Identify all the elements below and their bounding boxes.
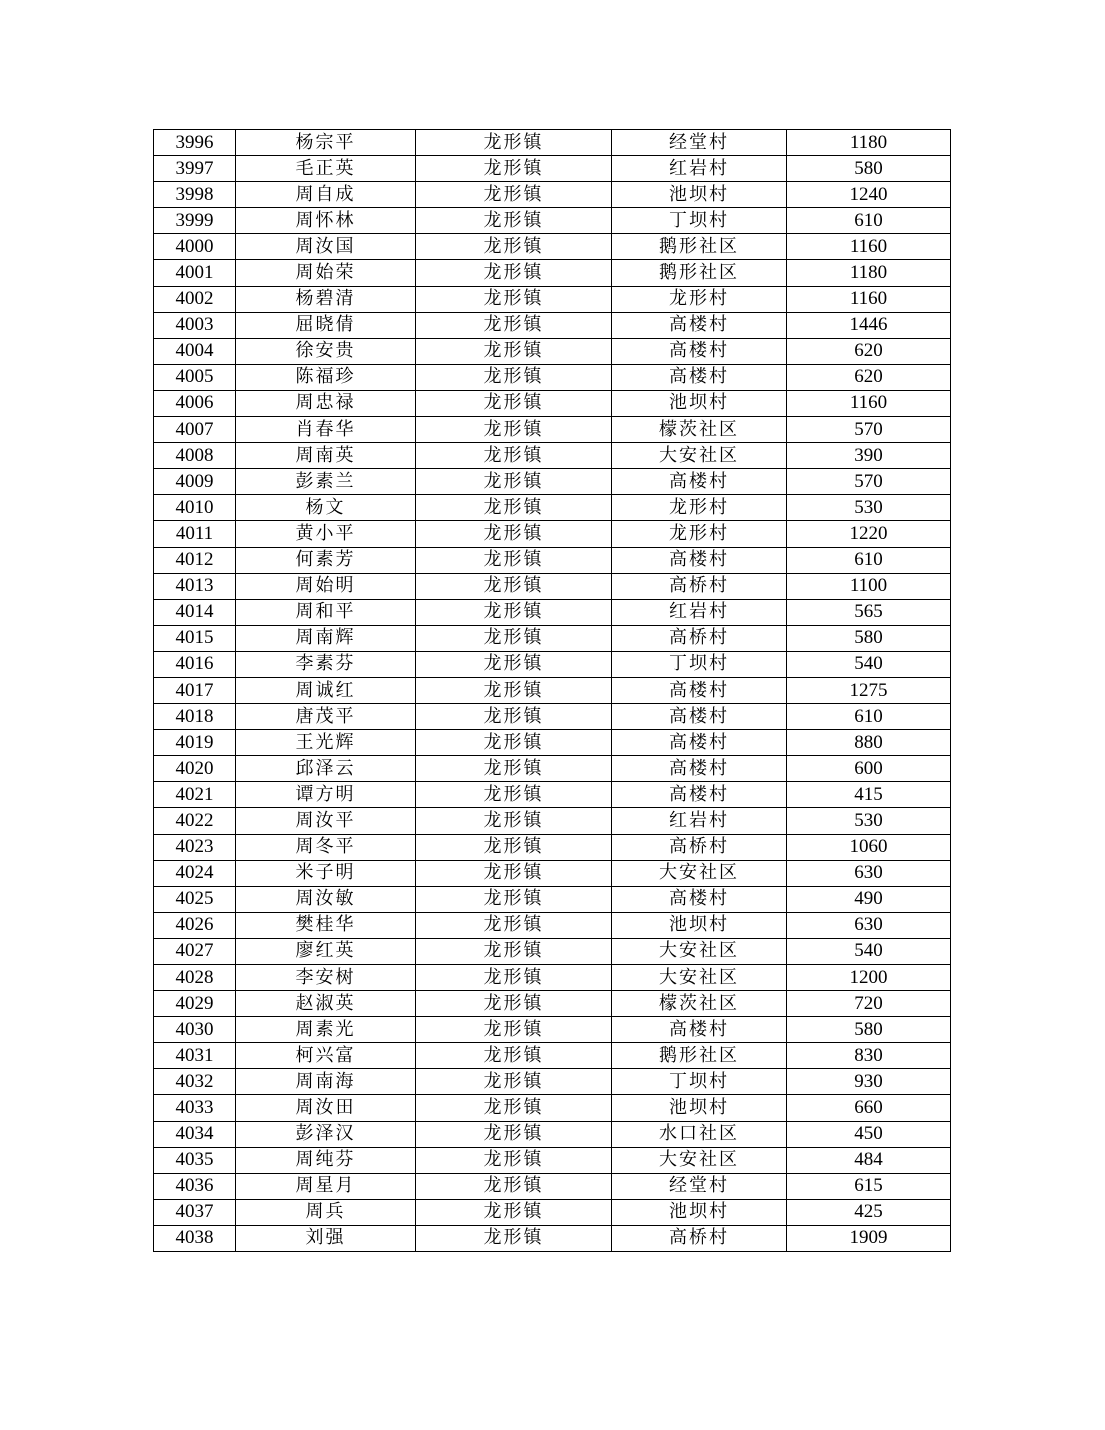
row-number-cell: 4007 — [154, 417, 236, 443]
row-number-cell: 4001 — [154, 260, 236, 286]
person-name-cell: 周忠禄 — [236, 390, 416, 416]
table-row — [154, 130, 951, 156]
table-row — [154, 1043, 951, 1069]
amount-cell: 1909 — [787, 1225, 951, 1251]
table-row — [154, 860, 951, 886]
town-name-cell: 龙形镇 — [416, 286, 612, 312]
village-name-cell: 池坝村 — [612, 912, 787, 938]
table-row — [154, 521, 951, 547]
village-name-cell: 鹅形社区 — [612, 1043, 787, 1069]
person-name-cell: 周始明 — [236, 573, 416, 599]
town-name-cell: 龙形镇 — [416, 730, 612, 756]
village-name-cell: 高楼村 — [612, 677, 787, 703]
town-name-cell: 龙形镇 — [416, 312, 612, 338]
village-name-cell: 鹅形社区 — [612, 234, 787, 260]
town-name-cell: 龙形镇 — [416, 1095, 612, 1121]
town-name-cell: 龙形镇 — [416, 1199, 612, 1225]
person-name-cell: 柯兴富 — [236, 1043, 416, 1069]
amount-cell: 1220 — [787, 521, 951, 547]
village-name-cell: 红岩村 — [612, 808, 787, 834]
table-row — [154, 991, 951, 1017]
village-name-cell: 高楼村 — [612, 756, 787, 782]
town-name-cell: 龙形镇 — [416, 495, 612, 521]
table-row — [154, 469, 951, 495]
village-name-cell: 高桥村 — [612, 625, 787, 651]
amount-cell: 1100 — [787, 573, 951, 599]
person-name-cell: 彭素兰 — [236, 469, 416, 495]
row-number-cell: 4031 — [154, 1043, 236, 1069]
table-row — [154, 912, 951, 938]
village-name-cell: 大安社区 — [612, 443, 787, 469]
person-name-cell: 唐茂平 — [236, 704, 416, 730]
row-number-cell: 4011 — [154, 521, 236, 547]
amount-cell: 1180 — [787, 260, 951, 286]
town-name-cell: 龙形镇 — [416, 182, 612, 208]
table-row — [154, 312, 951, 338]
person-name-cell: 杨文 — [236, 495, 416, 521]
village-name-cell: 大安社区 — [612, 860, 787, 886]
amount-cell: 540 — [787, 651, 951, 677]
person-name-cell: 廖红英 — [236, 938, 416, 964]
village-name-cell: 高桥村 — [612, 1225, 787, 1251]
amount-cell: 720 — [787, 991, 951, 1017]
table-row — [154, 182, 951, 208]
person-name-cell: 樊桂华 — [236, 912, 416, 938]
table-row — [154, 756, 951, 782]
village-name-cell: 红岩村 — [612, 599, 787, 625]
amount-cell: 600 — [787, 756, 951, 782]
village-name-cell: 高楼村 — [612, 1017, 787, 1043]
village-name-cell: 大安社区 — [612, 938, 787, 964]
amount-cell: 1160 — [787, 390, 951, 416]
person-name-cell: 李素芬 — [236, 651, 416, 677]
town-name-cell: 龙形镇 — [416, 390, 612, 416]
town-name-cell: 龙形镇 — [416, 521, 612, 547]
row-number-cell: 4014 — [154, 599, 236, 625]
person-name-cell: 毛正英 — [236, 156, 416, 182]
row-number-cell: 4000 — [154, 234, 236, 260]
town-name-cell: 龙形镇 — [416, 625, 612, 651]
amount-cell: 490 — [787, 886, 951, 912]
amount-cell: 1200 — [787, 965, 951, 991]
village-name-cell: 龙形村 — [612, 495, 787, 521]
table-row — [154, 651, 951, 677]
village-name-cell: 丁坝村 — [612, 651, 787, 677]
amount-cell: 580 — [787, 1017, 951, 1043]
row-number-cell: 4038 — [154, 1225, 236, 1251]
person-name-cell: 周南海 — [236, 1069, 416, 1095]
row-number-cell: 3997 — [154, 156, 236, 182]
table-row — [154, 704, 951, 730]
table-row — [154, 1199, 951, 1225]
town-name-cell: 龙形镇 — [416, 834, 612, 860]
table-row — [154, 364, 951, 390]
person-name-cell: 周和平 — [236, 599, 416, 625]
town-name-cell: 龙形镇 — [416, 860, 612, 886]
row-number-cell: 4030 — [154, 1017, 236, 1043]
row-number-cell: 4005 — [154, 364, 236, 390]
row-number-cell: 4037 — [154, 1199, 236, 1225]
town-name-cell: 龙形镇 — [416, 469, 612, 495]
row-number-cell: 4035 — [154, 1147, 236, 1173]
table-row — [154, 730, 951, 756]
town-name-cell: 龙形镇 — [416, 1043, 612, 1069]
amount-cell: 580 — [787, 625, 951, 651]
table-body — [154, 130, 951, 1252]
row-number-cell: 4023 — [154, 834, 236, 860]
town-name-cell: 龙形镇 — [416, 651, 612, 677]
table-row — [154, 156, 951, 182]
person-name-cell: 屈晓倩 — [236, 312, 416, 338]
table-row — [154, 886, 951, 912]
amount-cell: 570 — [787, 469, 951, 495]
table-row — [154, 208, 951, 234]
row-number-cell: 4003 — [154, 312, 236, 338]
town-name-cell: 龙形镇 — [416, 808, 612, 834]
person-name-cell: 周怀林 — [236, 208, 416, 234]
village-name-cell: 池坝村 — [612, 1199, 787, 1225]
document-table-container — [153, 129, 950, 1252]
amount-cell: 570 — [787, 417, 951, 443]
person-name-cell: 周始荣 — [236, 260, 416, 286]
person-name-cell: 赵淑英 — [236, 991, 416, 1017]
row-number-cell: 4008 — [154, 443, 236, 469]
village-name-cell: 龙形村 — [612, 286, 787, 312]
amount-cell: 565 — [787, 599, 951, 625]
table-row — [154, 1225, 951, 1251]
person-name-cell: 李安树 — [236, 965, 416, 991]
person-name-cell: 周诚红 — [236, 677, 416, 703]
town-name-cell: 龙形镇 — [416, 756, 612, 782]
village-name-cell: 经堂村 — [612, 1173, 787, 1199]
row-number-cell: 4024 — [154, 860, 236, 886]
person-name-cell: 谭方明 — [236, 782, 416, 808]
town-name-cell: 龙形镇 — [416, 1017, 612, 1043]
person-name-cell: 邱泽云 — [236, 756, 416, 782]
person-name-cell: 周星月 — [236, 1173, 416, 1199]
amount-cell: 1180 — [787, 130, 951, 156]
amount-cell: 530 — [787, 495, 951, 521]
table-row — [154, 390, 951, 416]
amount-cell: 425 — [787, 1199, 951, 1225]
row-number-cell: 4034 — [154, 1121, 236, 1147]
village-name-cell: 高楼村 — [612, 886, 787, 912]
row-number-cell: 4010 — [154, 495, 236, 521]
table-row — [154, 234, 951, 260]
town-name-cell: 龙形镇 — [416, 599, 612, 625]
person-name-cell: 周兵 — [236, 1199, 416, 1225]
village-name-cell: 高桥村 — [612, 834, 787, 860]
person-name-cell: 周汝敏 — [236, 886, 416, 912]
row-number-cell: 3998 — [154, 182, 236, 208]
row-number-cell: 4006 — [154, 390, 236, 416]
table-row — [154, 1017, 951, 1043]
row-number-cell: 4022 — [154, 808, 236, 834]
town-name-cell: 龙形镇 — [416, 938, 612, 964]
table-row — [154, 286, 951, 312]
town-name-cell: 龙形镇 — [416, 704, 612, 730]
amount-cell: 630 — [787, 860, 951, 886]
town-name-cell: 龙形镇 — [416, 443, 612, 469]
town-name-cell: 龙形镇 — [416, 156, 612, 182]
town-name-cell: 龙形镇 — [416, 677, 612, 703]
amount-cell: 1160 — [787, 234, 951, 260]
table-row — [154, 547, 951, 573]
table-row — [154, 1147, 951, 1173]
row-number-cell: 4004 — [154, 338, 236, 364]
person-name-cell: 黄小平 — [236, 521, 416, 547]
person-name-cell: 王光辉 — [236, 730, 416, 756]
amount-cell: 610 — [787, 704, 951, 730]
village-name-cell: 丁坝村 — [612, 208, 787, 234]
row-number-cell: 4017 — [154, 677, 236, 703]
town-name-cell: 龙形镇 — [416, 417, 612, 443]
row-number-cell: 4020 — [154, 756, 236, 782]
person-name-cell: 刘强 — [236, 1225, 416, 1251]
town-name-cell: 龙形镇 — [416, 1225, 612, 1251]
row-number-cell: 4028 — [154, 965, 236, 991]
row-number-cell: 4015 — [154, 625, 236, 651]
table-row — [154, 677, 951, 703]
village-name-cell: 高楼村 — [612, 704, 787, 730]
row-number-cell: 4013 — [154, 573, 236, 599]
person-name-cell: 周素光 — [236, 1017, 416, 1043]
row-number-cell: 4019 — [154, 730, 236, 756]
village-name-cell: 高楼村 — [612, 547, 787, 573]
row-number-cell: 4033 — [154, 1095, 236, 1121]
row-number-cell: 4036 — [154, 1173, 236, 1199]
town-name-cell: 龙形镇 — [416, 782, 612, 808]
amount-cell: 450 — [787, 1121, 951, 1147]
amount-cell: 630 — [787, 912, 951, 938]
table-row — [154, 443, 951, 469]
amount-cell: 415 — [787, 782, 951, 808]
table-row — [154, 1121, 951, 1147]
town-name-cell: 龙形镇 — [416, 1069, 612, 1095]
amount-cell: 484 — [787, 1147, 951, 1173]
table-row — [154, 938, 951, 964]
amount-cell: 660 — [787, 1095, 951, 1121]
town-name-cell: 龙形镇 — [416, 130, 612, 156]
amount-cell: 540 — [787, 938, 951, 964]
table-row — [154, 782, 951, 808]
town-name-cell: 龙形镇 — [416, 547, 612, 573]
table-row — [154, 808, 951, 834]
row-number-cell: 4029 — [154, 991, 236, 1017]
row-number-cell: 3996 — [154, 130, 236, 156]
table-row — [154, 573, 951, 599]
table-row — [154, 417, 951, 443]
person-name-cell: 何素芳 — [236, 547, 416, 573]
town-name-cell: 龙形镇 — [416, 991, 612, 1017]
amount-cell: 1240 — [787, 182, 951, 208]
amount-cell: 1446 — [787, 312, 951, 338]
village-name-cell: 池坝村 — [612, 182, 787, 208]
village-name-cell: 水口社区 — [612, 1121, 787, 1147]
village-name-cell: 高楼村 — [612, 338, 787, 364]
table-row — [154, 1173, 951, 1199]
village-name-cell: 鹅形社区 — [612, 260, 787, 286]
table-row — [154, 1095, 951, 1121]
table-row — [154, 965, 951, 991]
row-number-cell: 4009 — [154, 469, 236, 495]
amount-cell: 610 — [787, 547, 951, 573]
person-name-cell: 周汝平 — [236, 808, 416, 834]
town-name-cell: 龙形镇 — [416, 1173, 612, 1199]
town-name-cell: 龙形镇 — [416, 965, 612, 991]
person-name-cell: 周汝田 — [236, 1095, 416, 1121]
amount-cell: 830 — [787, 1043, 951, 1069]
amount-cell: 1275 — [787, 677, 951, 703]
village-name-cell: 高楼村 — [612, 312, 787, 338]
village-name-cell: 龙形村 — [612, 521, 787, 547]
row-number-cell: 4026 — [154, 912, 236, 938]
village-name-cell: 丁坝村 — [612, 1069, 787, 1095]
village-name-cell: 红岩村 — [612, 156, 787, 182]
table-row — [154, 834, 951, 860]
amount-cell: 580 — [787, 156, 951, 182]
town-name-cell: 龙形镇 — [416, 208, 612, 234]
table-row — [154, 338, 951, 364]
row-number-cell: 4027 — [154, 938, 236, 964]
person-name-cell: 杨碧清 — [236, 286, 416, 312]
village-name-cell: 大安社区 — [612, 965, 787, 991]
village-name-cell: 池坝村 — [612, 1095, 787, 1121]
person-name-cell: 周汝国 — [236, 234, 416, 260]
person-name-cell: 陈福珍 — [236, 364, 416, 390]
town-name-cell: 龙形镇 — [416, 1147, 612, 1173]
village-name-cell: 檬茨社区 — [612, 417, 787, 443]
person-name-cell: 周自成 — [236, 182, 416, 208]
person-name-cell: 周纯芬 — [236, 1147, 416, 1173]
amount-cell: 390 — [787, 443, 951, 469]
table-row — [154, 599, 951, 625]
row-number-cell: 3999 — [154, 208, 236, 234]
amount-cell: 1160 — [787, 286, 951, 312]
person-name-cell: 肖春华 — [236, 417, 416, 443]
person-name-cell: 周南辉 — [236, 625, 416, 651]
village-name-cell: 高桥村 — [612, 573, 787, 599]
village-name-cell: 高楼村 — [612, 730, 787, 756]
amount-cell: 880 — [787, 730, 951, 756]
town-name-cell: 龙形镇 — [416, 912, 612, 938]
row-number-cell: 4021 — [154, 782, 236, 808]
row-number-cell: 4012 — [154, 547, 236, 573]
amount-cell: 615 — [787, 1173, 951, 1199]
table-row — [154, 495, 951, 521]
table-row — [154, 625, 951, 651]
person-name-cell: 杨宗平 — [236, 130, 416, 156]
person-name-cell: 周冬平 — [236, 834, 416, 860]
data-table — [153, 129, 951, 1252]
town-name-cell: 龙形镇 — [416, 260, 612, 286]
row-number-cell: 4025 — [154, 886, 236, 912]
person-name-cell: 周南英 — [236, 443, 416, 469]
town-name-cell: 龙形镇 — [416, 886, 612, 912]
village-name-cell: 大安社区 — [612, 1147, 787, 1173]
table-row — [154, 1069, 951, 1095]
table-row — [154, 260, 951, 286]
person-name-cell: 徐安贵 — [236, 338, 416, 364]
town-name-cell: 龙形镇 — [416, 364, 612, 390]
row-number-cell: 4032 — [154, 1069, 236, 1095]
row-number-cell: 4002 — [154, 286, 236, 312]
village-name-cell: 经堂村 — [612, 130, 787, 156]
amount-cell: 930 — [787, 1069, 951, 1095]
town-name-cell: 龙形镇 — [416, 234, 612, 260]
village-name-cell: 高楼村 — [612, 469, 787, 495]
amount-cell: 530 — [787, 808, 951, 834]
amount-cell: 1060 — [787, 834, 951, 860]
row-number-cell: 4016 — [154, 651, 236, 677]
village-name-cell: 高楼村 — [612, 782, 787, 808]
village-name-cell: 檬茨社区 — [612, 991, 787, 1017]
person-name-cell: 米子明 — [236, 860, 416, 886]
person-name-cell: 彭泽汉 — [236, 1121, 416, 1147]
amount-cell: 620 — [787, 364, 951, 390]
village-name-cell: 池坝村 — [612, 390, 787, 416]
village-name-cell: 高楼村 — [612, 364, 787, 390]
town-name-cell: 龙形镇 — [416, 573, 612, 599]
amount-cell: 620 — [787, 338, 951, 364]
town-name-cell: 龙形镇 — [416, 1121, 612, 1147]
amount-cell: 610 — [787, 208, 951, 234]
row-number-cell: 4018 — [154, 704, 236, 730]
town-name-cell: 龙形镇 — [416, 338, 612, 364]
